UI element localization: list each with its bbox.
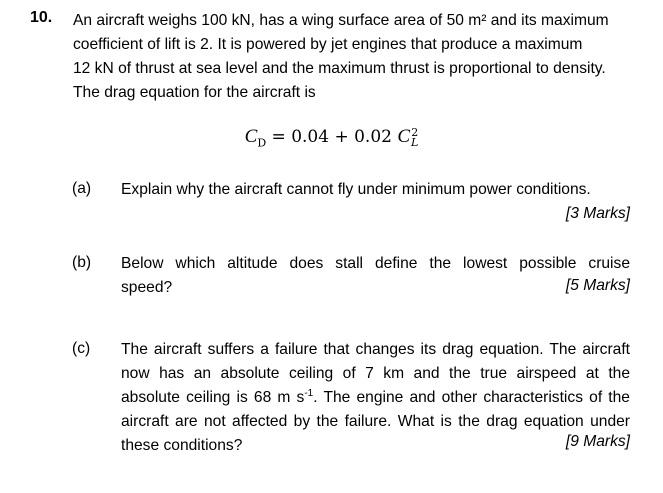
question-intro <box>73 9 630 105</box>
eq-lhs-subscript: D <box>257 136 267 150</box>
part-a-marks: [3 Marks] <box>565 205 630 222</box>
part-a-line: Explain why the aircraft cannot fly under minimum power conditions. <box>121 181 591 198</box>
intro-line: The drag equation for the aircraft is <box>73 84 316 101</box>
eq-term-subscript: L <box>411 135 419 149</box>
eq-term-superscript: 2 <box>411 125 419 139</box>
part-c-line: The aircraft suffers a failure that changes its drag equation. The aircraft <box>121 341 630 358</box>
intro-line: coefficient of lift is 2. It is powered by jet engines that produce a maximum <box>73 36 583 53</box>
part-c-line: now has an absolute ceiling of 7 km and the true airspeed at the <box>121 365 630 382</box>
part-b-line: Below which altitude does stall define the lowest possible cruise <box>121 255 630 272</box>
question-number: 10. <box>30 9 53 26</box>
intro-line: An aircraft weighs 100 kN, has a wing surface area of 50 m² and its maximum <box>73 12 609 29</box>
eq-term: C <box>397 126 411 147</box>
part-a-label: (a) <box>72 180 92 197</box>
eq-term-scripts <box>411 125 419 149</box>
part-a-text <box>121 178 630 202</box>
part-c-text <box>121 338 630 458</box>
part-b-marks: [5 Marks] <box>565 277 630 294</box>
part-c-line: absolute ceiling is 68 m $s^{-1}$. The engine and other characteristics of the <box>121 387 630 406</box>
part-c-label: (c) <box>72 340 91 357</box>
part-c-line: aircraft are not affected by the failure. What is the drag equation under <box>121 413 630 430</box>
part-c-marks: [9 Marks] <box>565 433 630 450</box>
part-b-text <box>121 252 630 300</box>
part-b-line: speed? <box>121 279 173 296</box>
part-c-line: these conditions? <box>121 437 243 454</box>
eq-lhs: C <box>244 126 258 147</box>
eq-rhs: = 0.04 + 0.02 <box>271 127 398 147</box>
drag-equation <box>0 126 663 149</box>
part-b-label: (b) <box>72 254 92 271</box>
intro-line: 12 kN of thrust at sea level and the maximum thrust is proportional to density. <box>73 60 606 77</box>
